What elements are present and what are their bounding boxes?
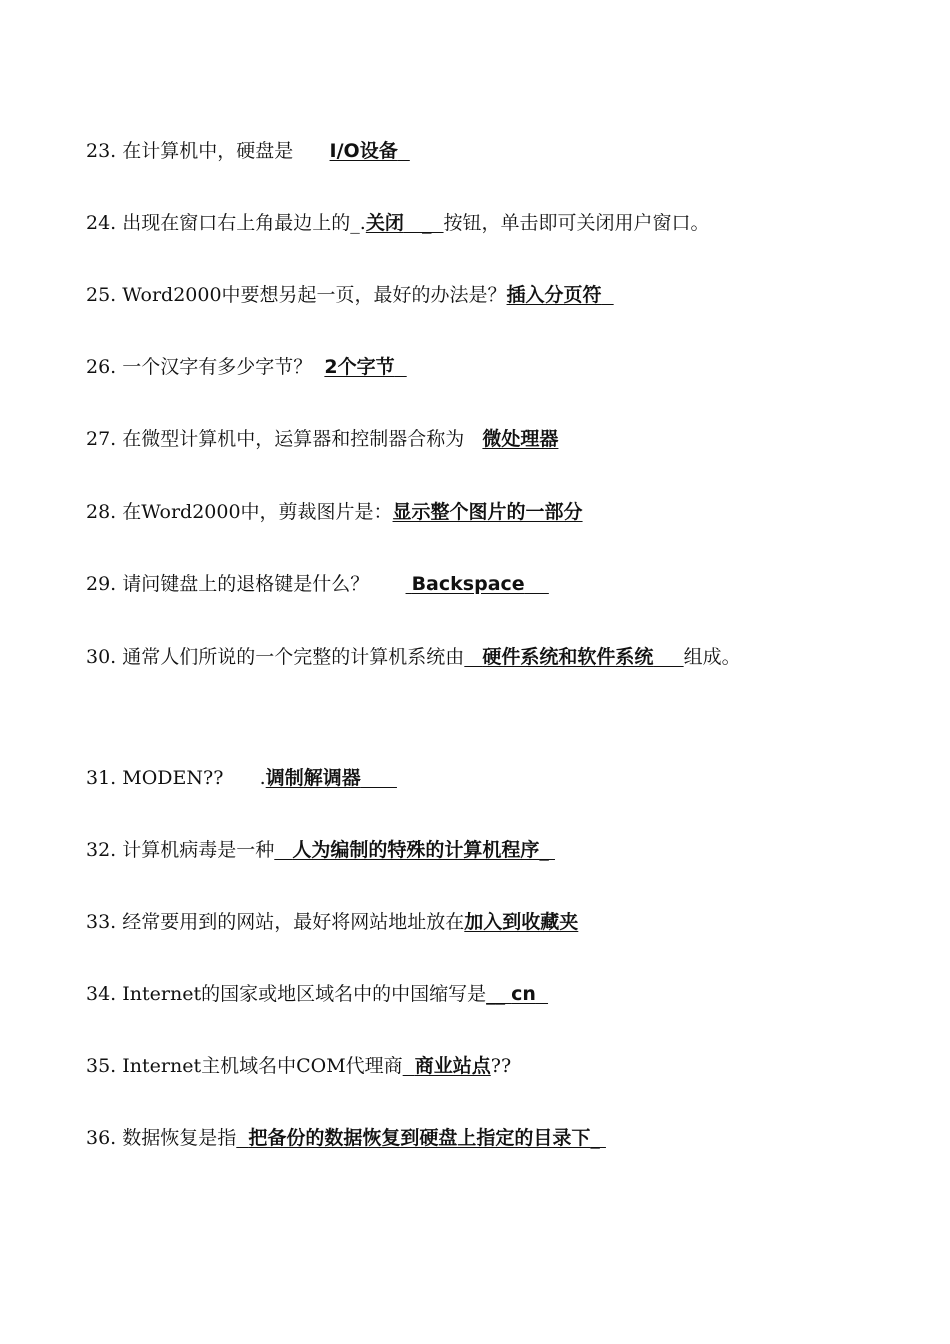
answer-blank-trail: _ (403, 212, 444, 234)
question-31 (86, 766, 866, 790)
answer-blank-trail (525, 573, 549, 595)
question-number: 25. (86, 284, 117, 306)
question-number: 24. (86, 212, 117, 234)
answer-blank-lead (274, 839, 292, 861)
answer-blank-lead (403, 1055, 415, 1077)
question-suffix: 按钮，单击即可关闭用户窗口。 (443, 212, 710, 234)
question-gap (312, 356, 324, 378)
question-34 (86, 982, 866, 1006)
question-number: 23. (86, 140, 117, 162)
question-text: 在Word2000中，剪裁图片是： (122, 501, 393, 523)
question-26 (86, 355, 866, 379)
answer-blank-lead: __ (486, 983, 512, 1005)
question-text: 一个汉字有多少字节？ (122, 356, 313, 378)
question-gap: . (223, 767, 266, 789)
question-text: 计算机病毒是一种 (122, 839, 275, 861)
question-32 (86, 838, 866, 862)
answer: I/O设备 (329, 140, 398, 162)
answer: 插入分页符 (506, 284, 602, 306)
question-number: 29. (86, 573, 117, 595)
answer: 硬件系统和软件系统 (482, 646, 654, 668)
question-36 (86, 1126, 866, 1150)
question-33 (86, 910, 866, 934)
question-number: 26. (86, 356, 117, 378)
answer-blank-trail: _ (539, 839, 555, 861)
question-29 (86, 572, 866, 596)
answer: 人为编制的特殊的计算机程序 (292, 839, 540, 861)
answer-blank-lead (464, 646, 482, 668)
answer-blank-trail (395, 356, 407, 378)
question-number: 34. (86, 983, 117, 1005)
question-text: 在微型计算机中，运算器和控制器合称为 (122, 428, 465, 450)
question-number: 31. (86, 767, 117, 789)
answer-blank-trail (361, 767, 397, 789)
question-text: 在计算机中，硬盘是 (122, 140, 294, 162)
question-number: 33. (86, 911, 117, 933)
answer-blank-lead (236, 1127, 248, 1149)
question-23 (86, 139, 866, 163)
question-number: 35. (86, 1055, 117, 1077)
answer-blank-trail (653, 646, 683, 668)
answer-blank-trail (536, 983, 548, 1005)
question-gap (464, 428, 482, 450)
question-text: Internet的国家或地区域名中的中国缩写是 (122, 983, 487, 1005)
question-suffix: ?? (490, 1055, 512, 1077)
answer-blank-trail: _ (590, 1127, 606, 1149)
answer: 把备份的数据恢复到硬盘上指定的目录下 (248, 1127, 591, 1149)
question-text: 数据恢复是指 (122, 1127, 237, 1149)
answer: 商业站点 (414, 1055, 491, 1077)
question-gap (293, 140, 329, 162)
answer: 2个字节 (324, 356, 395, 378)
question-text: 通常人们所说的一个完整的计算机系统由 (122, 646, 465, 668)
question-text: 出现在窗口右上角最边上的_. (122, 212, 366, 234)
question-24 (86, 211, 866, 235)
question-number: 30. (86, 646, 117, 668)
question-gap (369, 573, 405, 595)
question-number: 32. (86, 839, 117, 861)
answer: cn (511, 983, 536, 1005)
answer: 关闭 (365, 212, 404, 234)
question-number: 36. (86, 1127, 117, 1149)
question-suffix: 组成。 (683, 646, 741, 668)
question-30 (86, 632, 866, 682)
question-text: 请问键盘上的退格键是什么？ (122, 573, 370, 595)
answer-blank-trail (398, 140, 410, 162)
answer-blank-trail (602, 284, 614, 306)
question-number: 27. (86, 428, 117, 450)
answer: 加入到收藏夹 (464, 911, 579, 933)
question-text: Word2000中要想另起一页，最好的办法是？ (122, 284, 507, 306)
answer: Backspace (411, 573, 525, 595)
answer: 显示整个图片的一部分 (392, 501, 583, 523)
answer: 调制解调器 (265, 767, 361, 789)
question-35 (86, 1054, 866, 1078)
question-text: 经常要用到的网站，最好将网站地址放在 (122, 911, 465, 933)
question-27 (86, 427, 866, 451)
question-28 (86, 500, 866, 524)
answer: 微处理器 (482, 428, 559, 450)
question-text: MODEN?? (122, 767, 224, 789)
question-text: Internet主机域名中COM代理商 (122, 1055, 403, 1077)
question-25 (86, 283, 866, 307)
question-number: 28. (86, 501, 117, 523)
